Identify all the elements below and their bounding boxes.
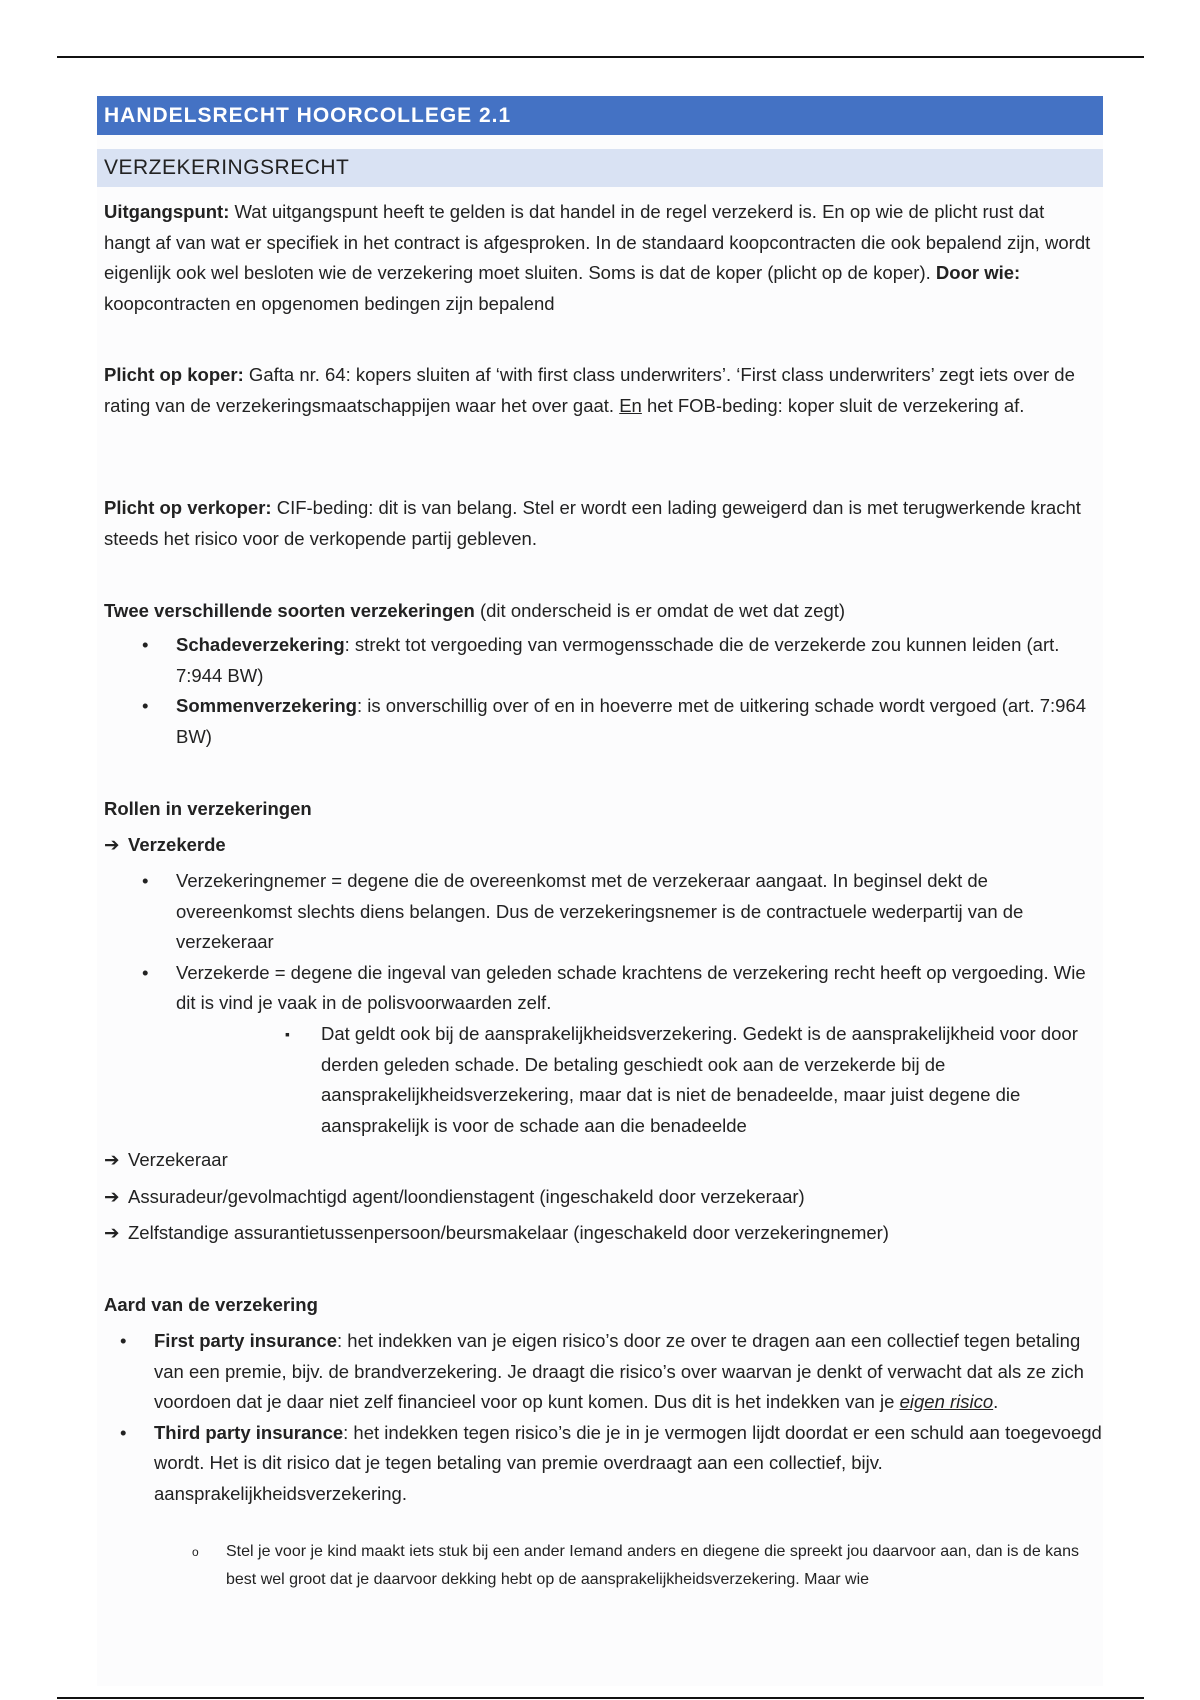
sublist-rollen: [285, 1019, 1101, 1141]
item-label: Sommenverzekering: [176, 695, 357, 716]
arrow-label: Assuradeur/gevolmachtigd agent/loondienstagent (ingeschakeld door verzekeraar): [128, 1186, 805, 1207]
item-end: .: [993, 1391, 999, 1412]
paragraph-uitgangspunt: [104, 197, 1094, 319]
label-plicht-koper: Plicht op koper:: [104, 364, 244, 385]
paragraph-twee-soorten: [104, 596, 1094, 627]
item-text: : het indekken tegen risico’s die je in je vermogen lijdt doordat er een schuld aan toegevoegd wordt. Het is dit risico dat je tegen betaling van premie overdraagt aan een collectief, bijv. aansprakelijkheidsverzekering.: [154, 1421, 1102, 1504]
bullet-icon: •: [120, 1330, 127, 1351]
text-plicht-koper-2: het FOB-beding: koper sluit de verzekering af.: [641, 394, 1025, 416]
item-text: : het indekken van je eigen risico’s door ze over te dragen aan een collectief tegen betaling van een premie, bijv. de brandverzekering. Je draagt die risico’s over waarvan je denkt of verwacht dat als ze zich voordoen dat je daar niet zelf financieel voor op kunt komen. Dus dit is het indekken van je: [154, 1330, 1084, 1412]
sublist-aard: [192, 1538, 1096, 1594]
label-door-wie: Door wie:: [935, 262, 1021, 283]
arrow-label: Verzekeraar: [128, 1149, 228, 1170]
list-item: [142, 630, 1106, 691]
item-text: : strekt tot vergoeding van vermogensschade die de verzekerde zou kunnen leiden (art. 7:944 BW): [176, 634, 1060, 686]
circle-bullet-icon: o: [192, 1545, 199, 1559]
list-item: [120, 1418, 1102, 1510]
text-plicht-koper: Gafta nr. 64: kopers sluiten af ‘with first class underwriters’. ‘First class underwriters’ zegt iets over de rating van de verzekeringsmaatschappijen waar het over gaat.: [104, 364, 1075, 416]
arrow-icon: ➔: [104, 1149, 120, 1170]
label-plicht-verkoper: Plicht op verkoper:: [104, 497, 272, 518]
arrow-verzekerde: [104, 830, 1094, 861]
text-door-wie: koopcontracten en opgenomen bedingen zijn bepalend: [104, 292, 555, 314]
item-label: Schadeverzekering: [176, 634, 345, 655]
label-uitgangspunt: Uitgangspunt:: [104, 201, 230, 222]
list-item: [142, 866, 1106, 958]
item-text: Verzekeringnemer = degene die de overeenkomst met de verzekeraar aangaat. In beginsel dekt de overeenkomst slechts diens belangen. Dus de verzekeringsnemer is de contractuele wederpartij van de verzekeraar: [176, 870, 1024, 952]
label-twee-soorten: Twee verschillende soorten verzekeringen: [104, 600, 475, 621]
arrow-label: Zelfstandige assurantietussenpersoon/beursmakelaar (ingeschakeld door verzekeringnemer): [128, 1222, 889, 1243]
document-title: HANDELSRECHT HOORCOLLEGE 2.1: [97, 96, 1103, 135]
arrow-verzekeraar: [104, 1145, 1094, 1176]
bullet-icon: •: [142, 961, 149, 983]
bullet-icon: •: [142, 695, 149, 716]
top-rule: [57, 56, 1144, 58]
bullet-icon: •: [142, 870, 149, 891]
heading-rollen: Rollen in verzekeringen: [104, 798, 312, 819]
bullet-icon: •: [142, 634, 149, 655]
square-bullet-icon: ▪: [285, 1026, 290, 1042]
text-uitgangspunt: Wat uitgangspunt heeft te gelden is dat handel in de regel verzekerd is. En op wie de plicht rust dat hangt af van wat er specifiek in het contract is afgesproken. In de standaard koopcontracten die ook bepalend zijn, wordt eigenlijk ook wel besloten wie de verzekering moet sluiten. Soms is dat de koper (plicht op de koper).: [104, 201, 1091, 283]
underlined-en: En: [619, 394, 642, 416]
heading-aard: Aard van de verzekering: [104, 1294, 318, 1315]
bottom-rule: [57, 1697, 1144, 1699]
arrow-icon: ➔: [104, 1186, 120, 1207]
list-item: [142, 691, 1106, 752]
list-item: [142, 958, 1106, 1019]
item-label: First party insurance: [154, 1330, 338, 1351]
list-aard: [120, 1326, 1102, 1509]
arrow-tussenpersoon: [104, 1218, 1094, 1249]
arrow-icon: ➔: [104, 1222, 120, 1243]
item-text: Dat geldt ook bij de aansprakelijkheidsverzekering. Gedekt is de aansprakelijkheid voor door derden geleden schade. De betaling geschiedt ook aan de verzekerde bij de aansprakelijkheidsverzekering, maar dat is niet de benadeelde, maar juist degene die aansprakelijk is voor de schade aan die benadeelde: [321, 1023, 1078, 1136]
arrow-assuradeur: [104, 1182, 1094, 1213]
list-rollen: [142, 866, 1106, 1019]
list-item: [120, 1326, 1102, 1418]
item-label: Third party insurance: [154, 1421, 344, 1443]
text-plicht-verkoper: CIF-beding: dit is van belang. Stel er wordt een lading geweigerd dan is met terugwerkende kracht steeds het risico voor de verkopende partij gebleven.: [104, 497, 1081, 549]
list-soorten: [142, 630, 1106, 752]
section-heading: VERZEKERINGSRECHT: [97, 149, 1103, 187]
arrow-icon: ➔: [104, 834, 120, 855]
paragraph-plicht-verkoper: [104, 493, 1094, 554]
list-item: [192, 1538, 1096, 1594]
item-text: Verzekerde = degene die ingeval van geleden schade krachtens de verzekering recht heeft op vergoeding. Wie dit is vind je vaak in de polisvoorwaarden zelf.: [176, 961, 1086, 1013]
list-item: [285, 1019, 1101, 1141]
item-emphasis: eigen risico: [899, 1391, 994, 1412]
item-text: Stel je voor je kind maakt iets stuk bij een ander Iemand anders en diegene die spreekt jou daarvoor aan, dan is de kans best wel groot dat je daarvoor dekking hebt op de aansprakelijkheidsverzekering. Maar wie: [226, 1543, 1079, 1588]
paragraph-plicht-koper: [104, 360, 1094, 421]
arrow-label: Verzekerde: [128, 834, 226, 855]
text-twee-soorten: (dit onderscheid is er omdat de wet dat zegt): [474, 600, 846, 621]
item-text: : is onverschillig over of en in hoeverre met de uitkering schade wordt vergoed (art. 7:964 BW): [176, 695, 1087, 747]
bullet-icon: •: [120, 1421, 127, 1443]
